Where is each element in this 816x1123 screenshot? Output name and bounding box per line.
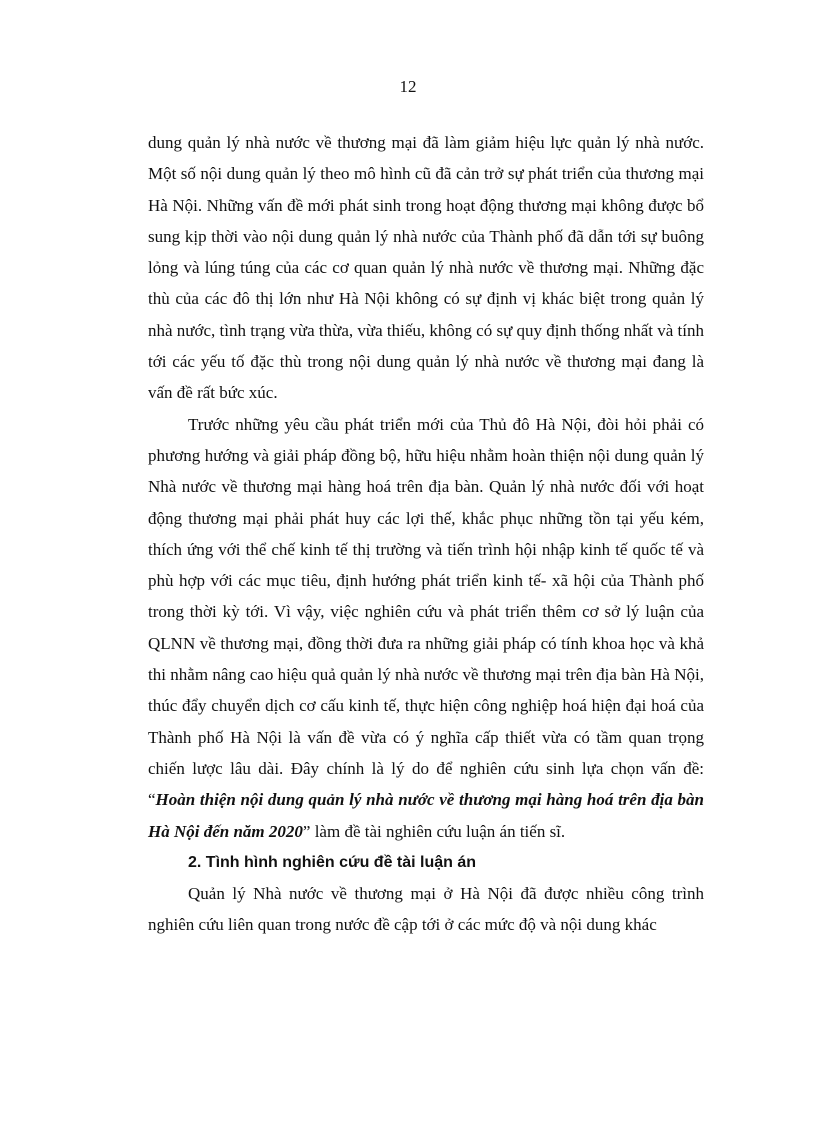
- page-content: [148, 127, 704, 941]
- paragraph-research-overview: Quản lý Nhà nước về thương mại ở Hà Nội đã được nhiều công trình nghiên cứu liên quan trong nước đề cập tới ở các mức độ và nội dung khác: [148, 884, 704, 935]
- thesis-title: Hoàn thiện nội dung quản lý nhà nước về thương mại hàng hoá trên địa bàn Hà Nội đến năm 2020: [148, 790, 704, 841]
- section-heading: 2. Tình hình nghiên cứu đề tài luận án: [188, 853, 477, 871]
- paragraph-rationale-text: Trước những yêu cầu phát triển mới của Thủ đô Hà Nội, đòi hỏi phải có phương hướng và giải pháp đồng bộ, hữu hiệu nhằm hoàn thiện nội dung quản lý Nhà nước về thương mại hàng hoá trên địa bàn. Quản lý nhà nước đối với hoạt động thương mại phải phát huy các lợi thế, khắc phục những tồn tại yếu kém, thích ứng với thể chế kinh tế thị trường và tiến trình hội nhập kinh tế quốc tế và phù hợp với các mục tiêu, định hướng phát triển kinh tế- xã hội của Thành phố trong thời kỳ tới. Vì vậy, việc nghiên cứu và phát triển thêm cơ sở lý luận của QLNN về thương mại, đồng thời đưa ra những giải pháp có tính khoa học và khả thi nhằm nâng cao hiệu quả quản lý nhà nước về thương mại trên địa bàn Hà Nội, thúc đẩy chuyển dịch cơ cấu kinh tế, thực hiện công nghiệp hoá hiện đại hoá của Thành phố Hà Nội là vấn đề vừa có ý nghĩa cấp thiết vừa có tầm quan trọng chiến lược lâu dài. Đây chính là lý do để nghiên cứu sinh lựa chọn vấn đề: “: [148, 414, 704, 810]
- page-number: 12: [399, 77, 417, 96]
- paragraph-rationale-end: ” làm đề tài nghiên cứu luận án tiến sĩ.: [302, 821, 566, 841]
- paragraph-rationale: [148, 409, 704, 847]
- paragraph-continued: dung quản lý nhà nước về thương mại đã làm giảm hiệu lực quản lý nhà nước. Một số nội dung quản lý theo mô hình cũ đã cản trở sự phát triển của thương mại Hà Nội. Những vấn đề mới phát sinh trong hoạt động thương mại không được bổ sung kịp thời vào nội dung quản lý nhà nước của Thành phố đã dẫn tới sự buông lỏng và lúng túng của các cơ quan quản lý nhà nước về thương mại. Những đặc thù của các đô thị lớn như Hà Nội không có sự định vị khác biệt trong quản lý nhà nước, tình trạng vừa thừa, vừa thiếu, không có sự quy định thống nhất và tính tới các yếu tố đặc thù trong nội dung quản lý nhà nước về thương mại đang là vấn đề rất bức xúc.: [148, 133, 704, 403]
